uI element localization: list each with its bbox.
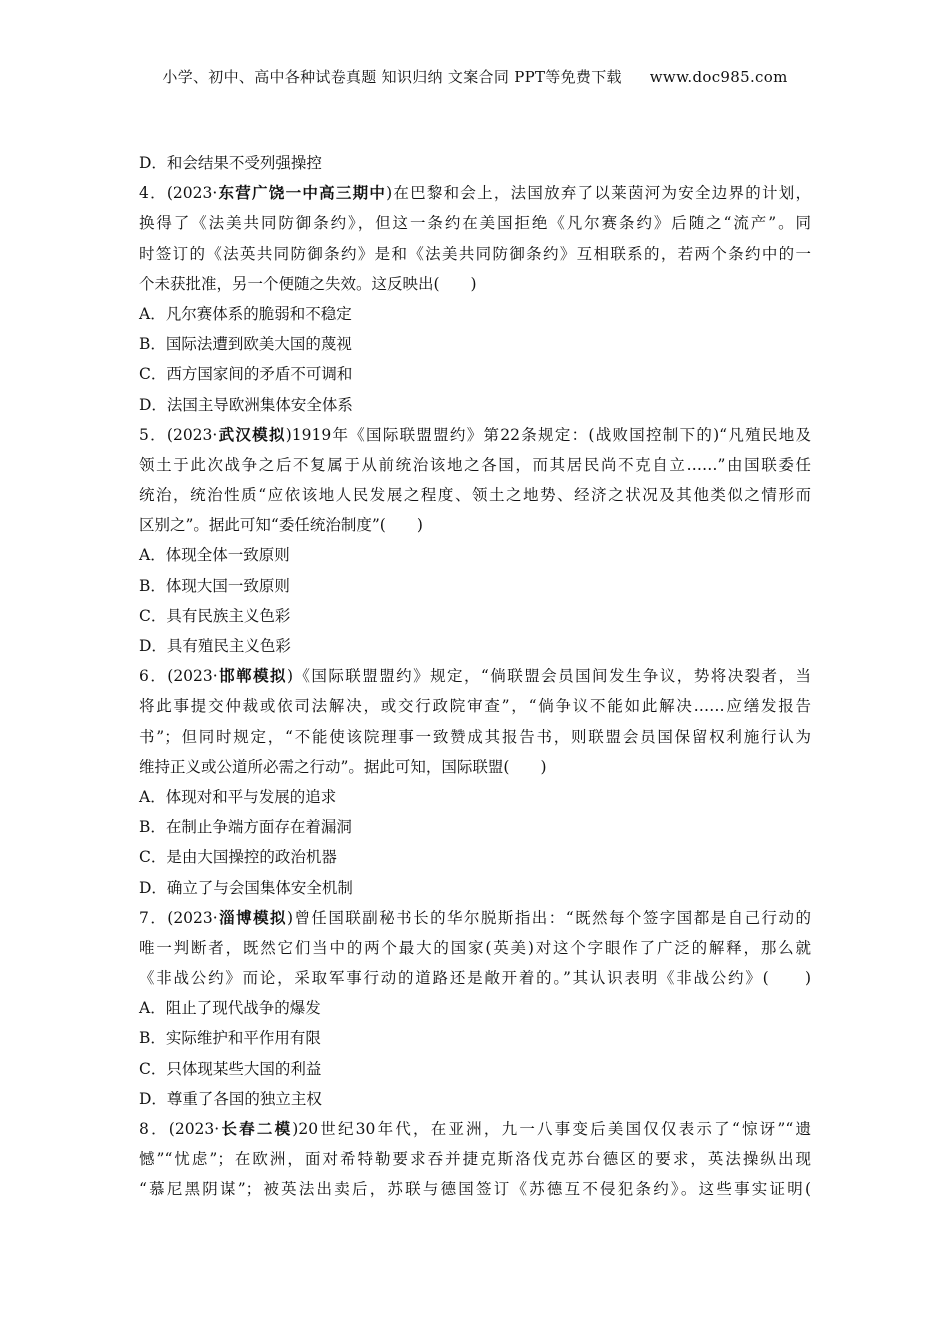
q5-stem-line: 5．(2023·武汉模拟)1919年《国际联盟盟约》第22条规定：(战败国控制下的)“凡殖民地及 [139, 424, 811, 444]
q7-source: 淄博模拟 [217, 907, 287, 927]
q8-stem-line: “慕尼黑阴谋”；被英法出卖后，苏联与德国签订《苏德互不侵犯条约》。这些事实证明( [139, 1180, 811, 1199]
q7-option-a: A．阻止了现代战争的爆发 [139, 999, 321, 1018]
question-content [139, 148, 811, 1205]
q6-option-b: B．在制止争端方面存在着漏洞 [139, 818, 352, 837]
q5-option-a: A．体现全体一致原则 [139, 546, 290, 565]
q4-option-a: A．凡尔赛体系的脆弱和不稳定 [139, 304, 352, 323]
q6-stem-line: 书”；但同时规定，“不能使该院理事一致赞成其报告书，则联盟会员国保留权利施行认为 [139, 727, 811, 746]
q6-stem-line: 6．(2023·邯郸模拟)《国际联盟盟约》规定，“倘联盟会员国间发生争议，势将决裂者，当 [139, 666, 811, 686]
q8-stem-line: 8．(2023·长春二模)20世纪30年代，在亚洲，九一八事变后美国仅仅表示了“惊讶”“遗 [139, 1119, 811, 1138]
q5-option-c: C．具有民族主义色彩 [139, 606, 291, 625]
q4-stem-line: 个未获批准，另一个便随之失效。这反映出( ) [139, 274, 477, 293]
q8-stem-line: 憾”“忧虑”；在欧洲，面对希特勒要求吞并捷克斯洛伐克苏台德区的要求，英法操纵出现 [139, 1150, 811, 1169]
q7-option-b: B．实际维护和平作用有限 [139, 1029, 321, 1048]
header-text: 小学、初中、高中各种试卷真题 知识归纳 文案合同 PPT等免费下载 [162, 68, 622, 86]
q6-option-a: A．体现对和平与发展的追求 [139, 787, 337, 806]
q7-stem-line: 唯一判断者，既然它们当中的两个最大的国家(英美)对这个字眼作了广泛的解释，那么就 [139, 938, 811, 957]
q4-stem-line: 换得了《法美共同防御条约》，但这一条约在美国拒绝《凡尔赛条约》后随之“流产”。同 [139, 214, 811, 233]
q4-stem-line: 4．(2023·东营广饶一中高三期中)在巴黎和会上，法国放弃了以莱茵河为安全边界的计划， [139, 183, 811, 203]
q3-option-d: D．和会结果不受列强操控 [139, 154, 322, 172]
q5-stem-line: 统治，统治性质“应依该地人民发展之程度、领土之地势、经济之状况及其他类似之情形而 [139, 486, 811, 505]
q5-source: 武汉模拟 [217, 424, 286, 444]
q7-stem-line: 7．(2023·淄博模拟)曾任国联副秘书长的华尔脱斯指出：“既然每个签字国都是自己行动的 [139, 907, 811, 927]
q5-stem-line: 领土于此次战争之后不复属于从前统治该地之各国，而其居民尚不克自立……”由国联委任 [139, 455, 811, 474]
q4-option-c: C．西方国家间的矛盾不可调和 [139, 365, 353, 384]
q6-stem-line: 维持正义或公道所必需之行动”。据此可知，国际联盟( ) [139, 757, 547, 776]
q6-stem-line: 将此事提交仲裁或依司法解决，或交行政院审查”，“倘争议不能如此解决……应缮发报告 [139, 697, 811, 716]
page-header [0, 66, 950, 87]
q4-source: 东营广饶一中高三期中 [217, 183, 387, 203]
q4-stem-line: 时签订的《法英共同防御条约》是和《法美共同防御条约》互相联系的，若两个条约中的一 [139, 244, 811, 263]
header-site-link[interactable]: www.doc985.com [649, 68, 788, 86]
q4-option-d: D．法国主导欧洲集体安全体系 [139, 395, 353, 414]
q7-option-c: C．只体现某些大国的利益 [139, 1059, 322, 1078]
q7-stem-line: 《非战公约》而论，采取军事行动的道路还是敞开着的。”其认识表明《非战公约》( ) [139, 969, 811, 988]
q8-source: 长春二模 [219, 1119, 293, 1138]
q5-stem-line: 区别之”。据此可知“委任统治制度”( ) [139, 516, 423, 535]
q5-option-d: D．具有殖民主义色彩 [139, 637, 291, 655]
q4-option-b: B．国际法遭到欧美大国的蔑视 [139, 335, 352, 354]
q7-option-d: D．尊重了各国的独立主权 [139, 1089, 322, 1108]
q6-source: 邯郸模拟 [217, 666, 287, 686]
q6-option-d: D．确立了与会国集体安全机制 [139, 878, 353, 897]
q5-option-b: B．体现大国一致原则 [139, 576, 290, 595]
q6-option-c: C．是由大国操控的政治机器 [139, 848, 337, 867]
